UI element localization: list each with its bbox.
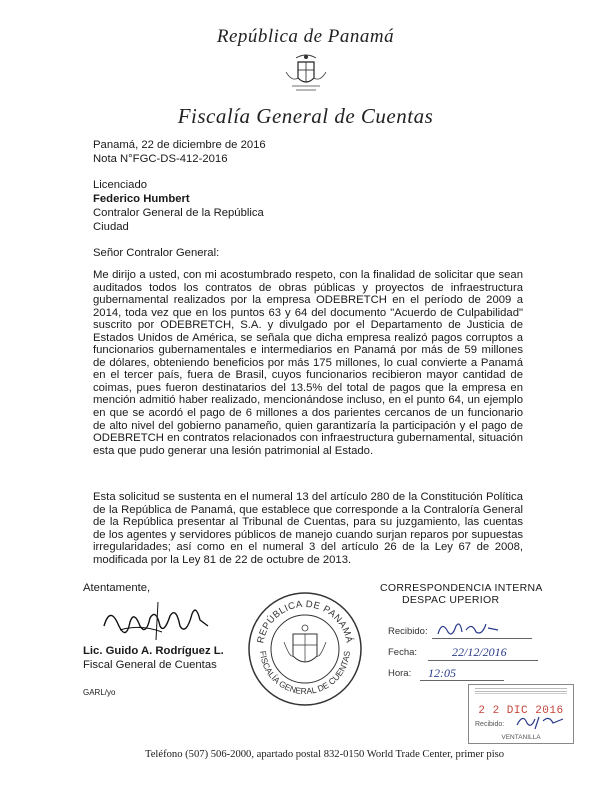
stamp-time-label: Hora: [388,668,412,679]
window-stamp-date: 2 2 DIC 2016 [478,705,564,717]
window-stamp [468,684,574,744]
official-seal [246,590,364,708]
signer-position: Fiscal General de Cuentas [83,659,217,671]
stamp-time-value: 12:05 [428,666,456,680]
received-signature [436,618,506,640]
window-stamp-received: Recibido: [475,721,505,728]
letterhead-office: Fiscalía General de Cuentas [177,104,434,128]
window-stamp-label: VENTANILLA [501,734,541,741]
initials: GARL/yo [83,688,116,697]
recipient-title: Licenciado [93,179,148,191]
stamp-title-line1: CORRESPONDENCIA INTERNA [380,582,543,594]
window-stamp-signature [513,711,569,731]
letter-date: Panamá, 22 de diciembre de 2016 [93,139,266,151]
seal-top-text: REPÚBLICA DE PANAMÁ [255,598,355,645]
recipient-city: Ciudad [93,221,129,233]
signature [100,596,220,646]
stamp-date-label: Fecha: [388,647,418,658]
stamp-received-label: Recibido: [388,626,428,637]
stamp-header-lines [475,688,567,692]
signer-name: Lic. Guido A. Rodríguez L. [83,645,224,657]
coat-of-arms-icon [282,52,330,96]
letter-reference: Nota N°FGC-DS-412-2016 [93,153,228,165]
seal-bottom-text: FISCALÍA GENERAL DE CUENTAS [257,650,353,697]
footer-contact: Teléfono (507) 506-2000, apartado postal 832-0150 World Trade Center, primer piso [145,749,505,760]
body-paragraph-1: Me dirijo a usted, con mi acostumbrado respeto, con la finalidad de solicitar que sean auditados todos los contratos de obras públicas y proyectos de infraestructura gubernamental realizados por la empresa ODEBRETCH en el período de 2009 a 2014, toda vez que en los puntos 63 y 64 del documento "Acuerdo de Culpabilidad" suscrito por ODEBRETCH, S.A. y divulgado por el Departamento de Justicia de Estados Unidos de América, se señala que dicha empresa realizó pagos corruptos a funcionarios gubernamentales e intermediarios en Panamá por más de 59 millones de dólares, obteniendo beneficios por más 175 millones, lo cual convierte a Panamá en el tercer país, fuera de Brasil, cuyos funcionarios recibieron mayor cantidad de coimas, pues fueron destinatarios del 13.5% del total de pagos que la empresa en mención admitió haber realizado, mencionándose incluso, en el punto 64, un ejemplo en que se acordó el pago de 6 millones a dos parientes cercanos de un funcionario de alto nivel del gobierno panameño, quien garantizaría la participación y el pago de ODEBRETCH en contratos relacionados con infraestructura gubernamental, situación esta que pudo generar una lesión patrimonial al Estado. [93,269,523,457]
salutation: Señor Contralor General: [93,247,220,259]
stamp-title-line2: DESPAC UPERIOR [402,594,500,606]
stamp-date-value: 22/12/2016 [452,645,507,659]
closing: Atentamente, [83,582,151,594]
receipt-stamp-fields [388,612,568,682]
body-paragraph-2: Esta solicitud se sustenta en el numeral 13 del artículo 280 de la Constitución Política de la República de Panamá, que establece que corresponde a la Contraloría General de la República presentar al Tribunal de Cuentas, para su juzgamiento, las cuentas de los agentes y servidores públicos de manejo cuando surjan reparos por supuestas irregularidades; así como en el numeral 3 del artículo 26 de la Ley 67 de 2008, modificada por la Ley 81 de 22 de octubre de 2013. [93,491,523,566]
stamp-header-lines-2 [475,693,567,696]
receipt-stamp [380,582,570,606]
date-line [428,660,538,661]
recipient-position: Contralor General de la República [93,207,264,219]
letterhead-republic: República de Panamá [216,26,395,47]
recipient-name: Federico Humbert [93,193,190,205]
